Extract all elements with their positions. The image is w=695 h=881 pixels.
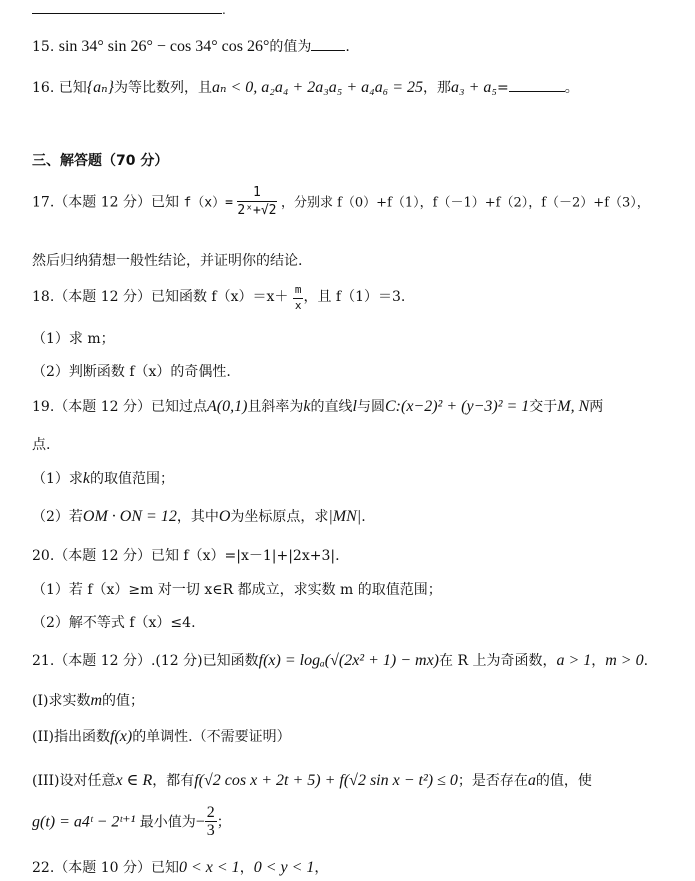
q15-answer-blank [311,50,345,51]
top-answer-blank: . [32,2,226,18]
q16-sequence: {aₙ} [86,79,114,96]
q19-part1: （1）求k的取值范围； [32,470,175,487]
question-21: 21.（本题 12 分）.(12 分)已知函数f(x) = logₐ(√(2x² + 1) − mx)在 R 上为奇函数，a > 1，m > 0. [32,652,649,669]
q15-expression: sin 34° sin 26° − cos 34° cos 26° [58,38,270,55]
q21-function: f(x) = logₐ(√(2x² + 1) − mx) [258,652,439,669]
q16-answer-blank [509,91,565,92]
q18-part2: （2）判断函数 f（x）的奇偶性. [32,364,231,380]
q21-part3: (III)设对任意x ∈ R，都有f(√2 cos x + 2t + 5) + f(√2 sin x − t²) ≤ 0；是否存在a的值，使 [32,772,592,789]
question-19: 19.（本题 12 分）已知过点A(0,1)且斜率为k的直线l与圆C:(x−2)² + (y−3)² = 1交于M, N两 [32,398,604,415]
q21-part2: (II)指出函数f(x)的单调性.（不需要证明） [32,728,291,745]
question-15: 15. sin 34° sin 26° − cos 34° cos 26°的值为 . [32,38,350,55]
question-19-line2: 点. [32,437,51,453]
q21-fraction: $\frac{2}{3}$ [206,804,215,839]
q21-g-function: g(t) = a4ᵗ − 2ᵗ⁺¹ [32,813,136,831]
q19-point: A(0,1) [206,398,248,415]
q15-text: 的值为 [269,39,312,55]
q19-part2: （2）若OM · ON = 12，其中O为坐标原点，求|MN|. [32,508,366,525]
question-20: 20.（本题 12 分）已知 f（x）=|x－1|+|2x+3|. [32,548,340,564]
q19-circle: C:(x−2)² + (y−3)² = 1 [384,398,530,415]
q15-number: 15. [32,39,55,55]
q20-part1: （1）若 f（x）≥m 对一切 x∈R 都成立，求实数 m 的取值范围； [32,582,442,598]
q20-part2: （2）解不等式 f（x）≤4. [32,615,196,631]
question-22: 22.（本题 10 分）已知0 < x < 1，0 < y < 1， [32,859,329,876]
q16-condition: aₙ < 0, a₂a₄ + 2a₃a₅ + a₄a₆ = 25 [212,79,424,96]
q21-part1: (I)求实数m的值； [32,692,145,709]
question-16: 16. 已知{aₙ}为等比数列，且aₙ < 0, a₂a₄ + 2a₃a₅ + a₄a₆ = 25，那a₃ + a₅= 。 [32,79,579,96]
q17-fraction: $\frac{1}{\text{2ˣ+√2}}$ [237,185,277,218]
q18-part1: （1）求 m； [32,331,115,347]
question-17: 17.（本题 12 分）已知 f（x）= $\frac{1}{\text{2ˣ+√2}}$ ，分别求 f（0）+f（1），f（－1）+f（2），f（－2）+f（3）， [32,185,650,218]
section-heading: 三、解答题（70 分） [32,153,169,169]
q21-part3-line2: g(t) = a4ᵗ − 2ᵗ⁺¹ 最小值为− $\frac{2}{3}$ ； [32,804,231,839]
q18-fraction: $\frac{m}{x}$ [294,283,302,312]
q16-ask: a₃ + a₅ [451,79,497,96]
q21-inequality: f(√2 cos x + 2t + 5) + f(√2 sin x − t²) ≤ 0 [194,772,458,789]
question-17-line2: 然后归纳猜想一般性结论，并证明你的结论. [32,253,303,269]
question-18: 18.（本题 12 分）已知函数 f（x）＝x＋ $\frac{m}{x}$ ，且 f（1）＝3. [32,283,406,312]
q19-vector-product: OM · ON = 12 [82,508,177,525]
